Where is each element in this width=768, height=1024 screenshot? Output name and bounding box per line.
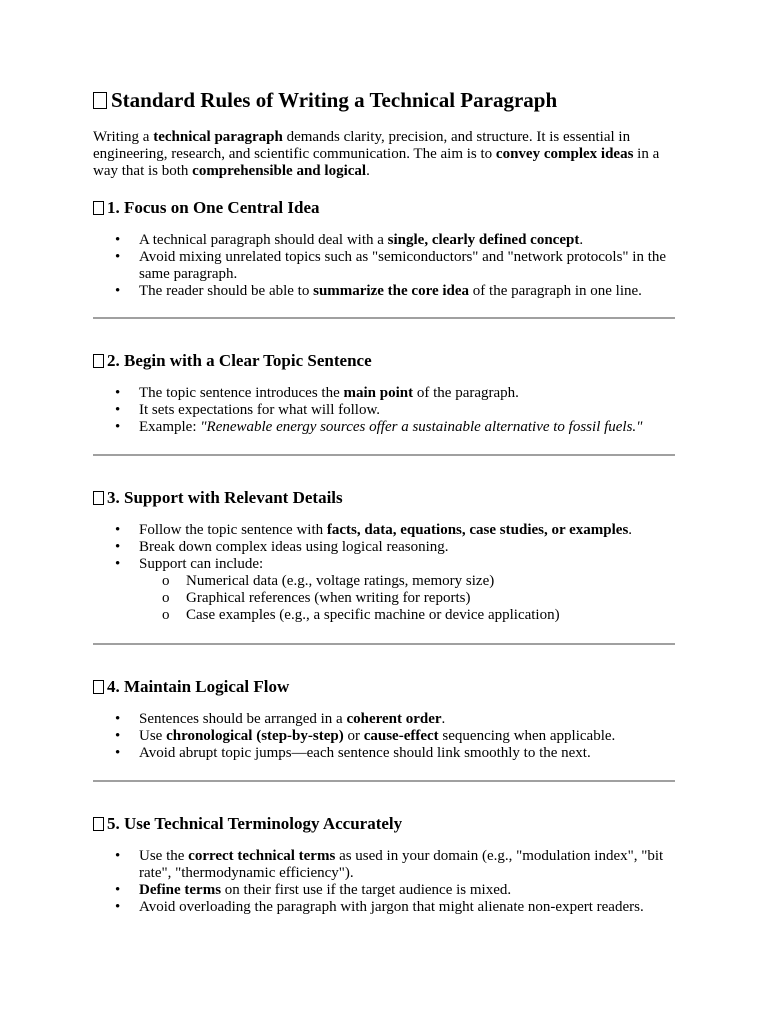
section-divider <box>93 780 675 782</box>
section-heading-text: 1. Focus on One Central Idea <box>107 198 320 217</box>
section-heading-text: 3. Support with Relevant Details <box>107 488 343 507</box>
text-run: sequencing when applicable. <box>438 728 616 744</box>
bold-text: Define terms <box>139 882 222 898</box>
section-heading-text: 2. Begin with a Clear Topic Sentence <box>107 351 372 370</box>
text-run: on their first use if the target audience is mixed. <box>221 882 512 898</box>
text-run: It sets expectations for what will follow. <box>139 402 381 418</box>
document-content <box>93 85 675 915</box>
text-run: Avoid abrupt topic jumps—each sentence should link smoothly to the next. <box>139 745 591 761</box>
section-heading-text: 4. Maintain Logical Flow <box>107 677 290 696</box>
list-item-text <box>139 556 263 572</box>
text-run: A technical paragraph should deal with a <box>139 232 388 248</box>
bold-text: coherent order <box>346 711 442 727</box>
sub-list-item: o Graphical references (when writing for reports) <box>139 590 675 607</box>
text-run: as used in your domain (e.g., "modulation index", "bit rate", "thermodynamic efficiency"). <box>139 848 664 881</box>
bullet-list <box>93 522 675 624</box>
section-1 <box>93 197 675 300</box>
text-run: Use <box>139 728 167 744</box>
text-run: Use the <box>139 848 189 864</box>
bullet-list <box>93 385 675 436</box>
bullet-list <box>93 848 675 916</box>
list-item <box>93 283 675 300</box>
section-heading-text: 5. Use Technical Terminology Accurately <box>107 814 403 833</box>
list-item <box>93 556 675 624</box>
text-run: or <box>343 728 364 744</box>
section-heading <box>93 197 675 219</box>
text-run: The topic sentence introduces the <box>139 385 344 401</box>
text-run: Example: <box>139 419 201 435</box>
section-icon <box>93 354 104 368</box>
section-divider <box>93 643 675 645</box>
text-run: The reader should be able to <box>139 283 314 299</box>
section-icon <box>93 201 104 215</box>
bold-text: summarize the core idea <box>313 283 470 299</box>
list-item <box>93 539 675 556</box>
list-item <box>93 728 675 745</box>
list-item <box>93 249 675 283</box>
list-item <box>93 882 675 899</box>
sub-list-item: o Case examples (e.g., a specific machine or device application) <box>139 607 675 624</box>
sub-list-item: o Numerical data (e.g., voltage ratings, memory size) <box>139 573 675 590</box>
text-run: in a way that is both <box>93 146 660 179</box>
list-item <box>93 848 675 882</box>
intro-paragraph <box>93 129 675 180</box>
section-icon <box>93 817 104 831</box>
section-heading <box>93 676 675 698</box>
text-run: Break down complex ideas using logical reasoning. <box>139 539 449 555</box>
text-run: . <box>366 163 370 179</box>
text-run: Avoid mixing unrelated topics such as "semiconductors" and "network protocols" in the same paragraph. <box>139 249 667 282</box>
text-run: Avoid overloading the paragraph with jargon that might alienate non-expert readers. <box>139 899 644 915</box>
section-icon <box>93 491 104 505</box>
section-divider <box>93 317 675 319</box>
bold-text: chronological (step-by-step) <box>166 728 344 744</box>
clipboard-icon <box>93 92 107 109</box>
section-heading <box>93 487 675 509</box>
list-item <box>93 402 675 419</box>
list-item <box>93 899 675 916</box>
sub-bullet-list <box>139 573 675 624</box>
section-heading <box>93 813 675 835</box>
section-icon <box>93 680 104 694</box>
list-item <box>93 745 675 762</box>
bold-text: correct technical terms <box>188 848 336 864</box>
bold-text: technical paragraph <box>153 129 283 145</box>
page-title-text: Standard Rules of Writing a Technical Paragraph <box>111 88 558 112</box>
list-item <box>93 232 675 249</box>
text-run: Follow the topic sentence with <box>139 522 327 538</box>
section-4 <box>93 676 675 762</box>
text-run: Writing a <box>93 129 154 145</box>
section-divider <box>93 454 675 456</box>
bold-text: comprehensible and logical <box>192 163 367 179</box>
section-5 <box>93 813 675 916</box>
text-run: . <box>628 522 633 538</box>
bold-text: cause-effect <box>363 728 439 744</box>
bold-text: convey complex ideas <box>495 146 634 162</box>
italic-text: "Renewable energy sources offer a sustainable alternative to fossil fuels." <box>200 419 643 435</box>
list-item <box>93 711 675 728</box>
text-run: of the paragraph in one line. <box>469 283 642 299</box>
page-title <box>93 85 675 115</box>
bold-text: main point <box>343 385 414 401</box>
bullet-list <box>93 232 675 300</box>
bold-text: single, clearly defined concept <box>387 232 580 248</box>
bullet-list <box>93 711 675 762</box>
list-item <box>93 522 675 539</box>
text-run: of the paragraph. <box>413 385 519 401</box>
section-2 <box>93 350 675 436</box>
section-heading <box>93 350 675 372</box>
bold-text: facts, data, equations, case studies, or examples <box>326 522 629 538</box>
text-run: Sentences should be arranged in a <box>139 711 347 727</box>
list-item <box>93 385 675 402</box>
text-run: Support can include: <box>139 556 264 572</box>
list-item <box>93 419 675 436</box>
text-run: demands clarity, precision, and structure. It is essential in engineering, research, and scientific communication. The aim is to <box>93 129 631 162</box>
text-run: . <box>441 711 446 727</box>
section-3 <box>93 487 675 624</box>
text-run: . <box>579 232 584 248</box>
